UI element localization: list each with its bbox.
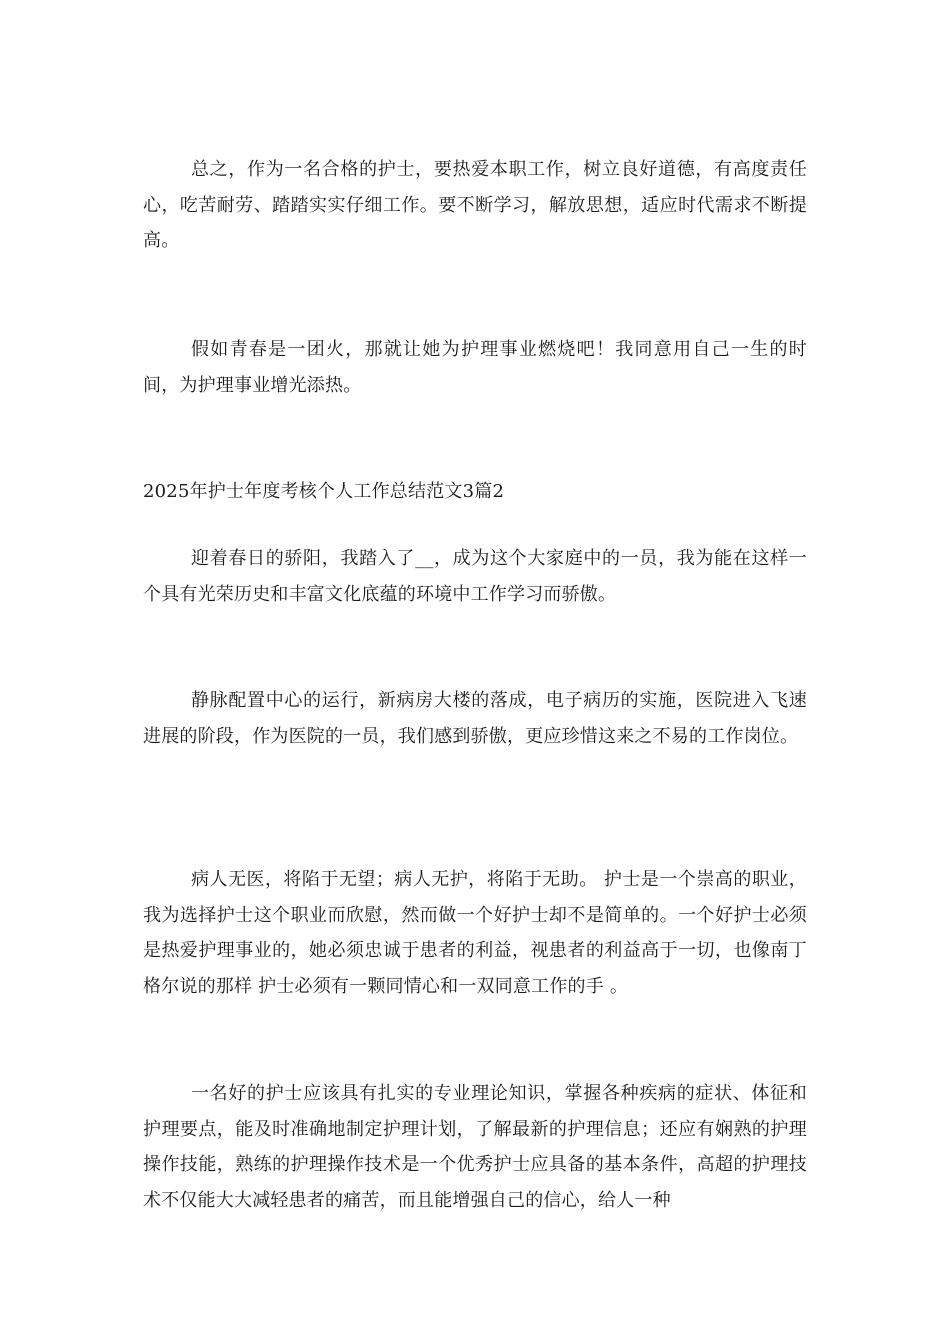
paragraph-youth: 假如青春是一团火，那就让她为护理事业燃烧吧！我同意用自己一生的时间，为护理事业增光添热。 — [143, 339, 807, 396]
paragraph-spring: 迎着春日的骄阳，我踏入了__，成为这个大家庭中的一员，我为能在这样一个具有光荣历史和丰富文化底蕴的环境中工作学习而骄傲。 — [143, 548, 807, 605]
paragraph-hospital-development: 静脉配置中心的运行，新病房大楼的落成，电子病历的实施，医院进入飞速进展的阶段，作为医院的一员，我们感到骄傲，更应珍惜这来之不易的工作岗位。 — [143, 690, 807, 747]
paragraph-good-nurse: 一名好的护士应该具有扎实的专业理论知识，掌握各种疾病的症状、体征和护理要点，能及时准确地制定护理计划，了解最新的护理信息；还应有娴熟的护理操作技能，熟练的护理操作技术是一个优秀护士应具备的基本条件，高超的护理技术不仅能大大减轻患者的痛苦，而且能增强自己的信心，给人一种 — [143, 1083, 807, 1211]
section-heading: 2025年护士年度考核个人工作总结范文3篇2 — [143, 481, 505, 502]
paragraph-nursing-profession: 病人无医，将陷于无望；病人无护，将陷于无助。 护士是一个崇高的职业，我为选择护士这个职业而欣慰，然而做一个好护士却不是简单的。一个好护士必须是热爱护理事业的，她必须忠诚于患者的利益，视患者的利益高于一切，也像南丁格尔说的那样 护士必须有一颗同情心和一双同意工作的手 。 — [143, 869, 807, 997]
paragraph-conclusion: 总之，作为一名合格的护士，要热爱本职工作，树立良好道德，有高度责任心，吃苦耐劳、踏踏实实仔细工作。要不断学习，解放思想，适应时代需求不断提高。 — [143, 159, 807, 252]
